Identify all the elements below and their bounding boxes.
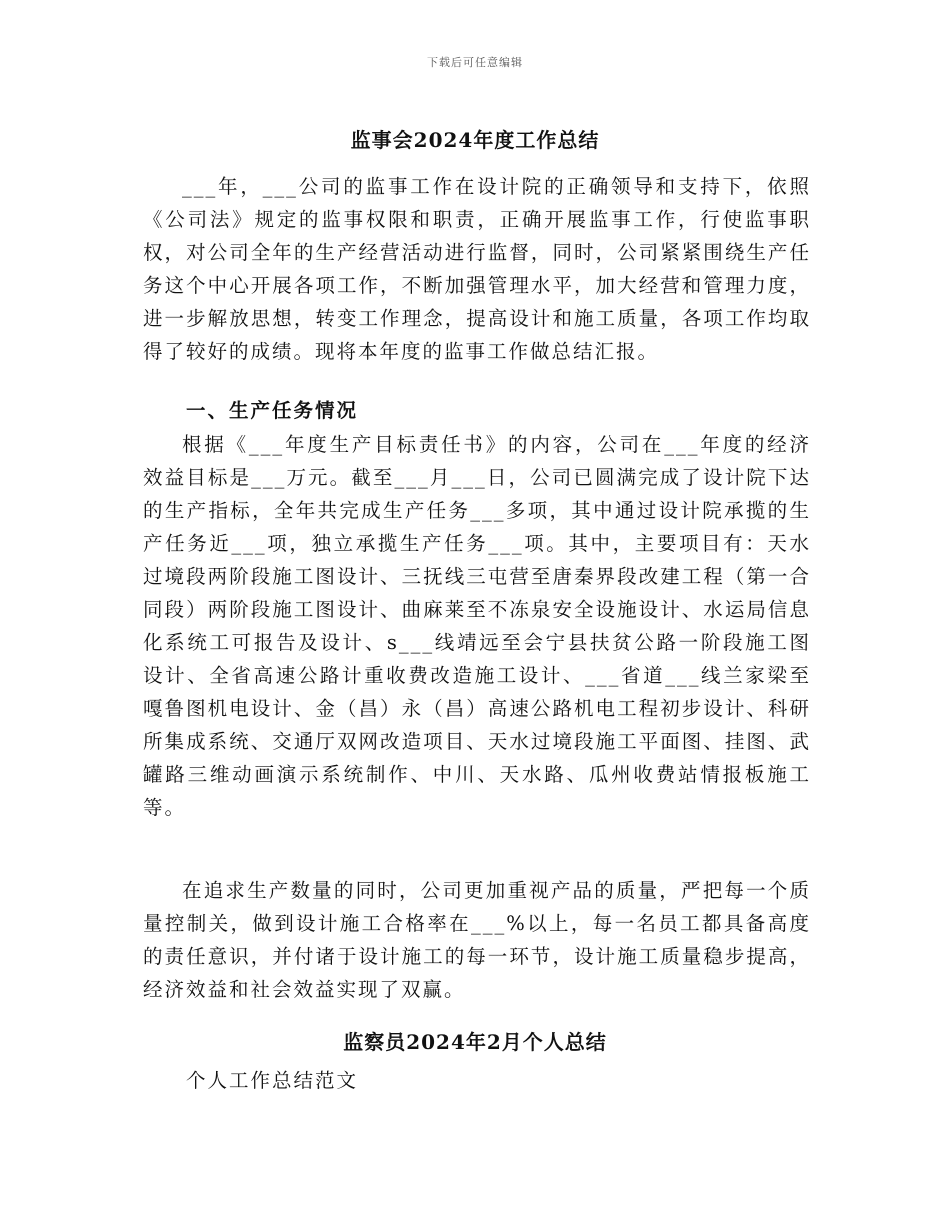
production-text: 根据《___年度生产目标责任书》的内容，公司在___年度的经济效益目标是___万元。截至___月___日，公司已圆满完成了设计院下达的生产指标，全年共完成生产任务___多项，其中通过设计院承揽的生产任务近___项，独立承揽生产任务___项。其中，主要项目有：天水过境段两阶段施工图设计、三抚线三屯营至唐秦界段改建工程（第一合同段）两阶段施工图设计、曲麻莱至不冻泉安全设施设计、水运局信息化系统工可报告及设计、s___线靖远至会宁县扶贫公路一阶段施工图设计、全省高速公路计重收费改造施工设计、___省道___线兰家梁至嘎鲁图机电设计、金（昌）永（昌）高速公路机电工程初步设计、科研所集成系统、交通厅双网改造项目、天水过境段施工平面图、挂图、武罐路三维动画演示系统制作、中川、天水路、瓜州收费站情报板施工等。	[143, 433, 811, 819]
production-paragraph	[143, 428, 811, 824]
second-document-title: 监察员2024年2月个人总结	[343, 1030, 607, 1054]
second-document-subtitle: 个人工作总结范文	[186, 1069, 359, 1092]
intro-text: ___年，___公司的监事工作在设计院的正确领导和支持下，依照《公司法》规定的监事权限和职责，正确开展监事工作，行使监事职权，对公司全年的生产经营活动进行监督，同时，公司紧紧围绕生产任务这个中心开展各项工作，不断加强管理水平，加大经营和管理力度，进一步解放思想，转变工作理念，提高设计和施工质量，各项工作均取得了较好的成绩。现将本年度的监事工作做总结汇报。	[143, 175, 811, 363]
quality-text: 在追求生产数量的同时，公司更加重视产品的质量，严把每一个质量控制关，做到设计施工合格率在___%以上，每一名员工都具备高度的责任意识，并付诸于设计施工的每一环节，设计施工质量稳步提高，经济效益和社会效益实现了双赢。	[143, 879, 811, 1001]
intro-paragraph	[143, 170, 811, 368]
page-header: 下载后可任意编辑	[427, 56, 523, 69]
document-title: 监事会2024年度工作总结	[350, 128, 600, 152]
quality-paragraph	[143, 874, 811, 1006]
section-heading: 一、生产任务情况	[186, 399, 359, 422]
